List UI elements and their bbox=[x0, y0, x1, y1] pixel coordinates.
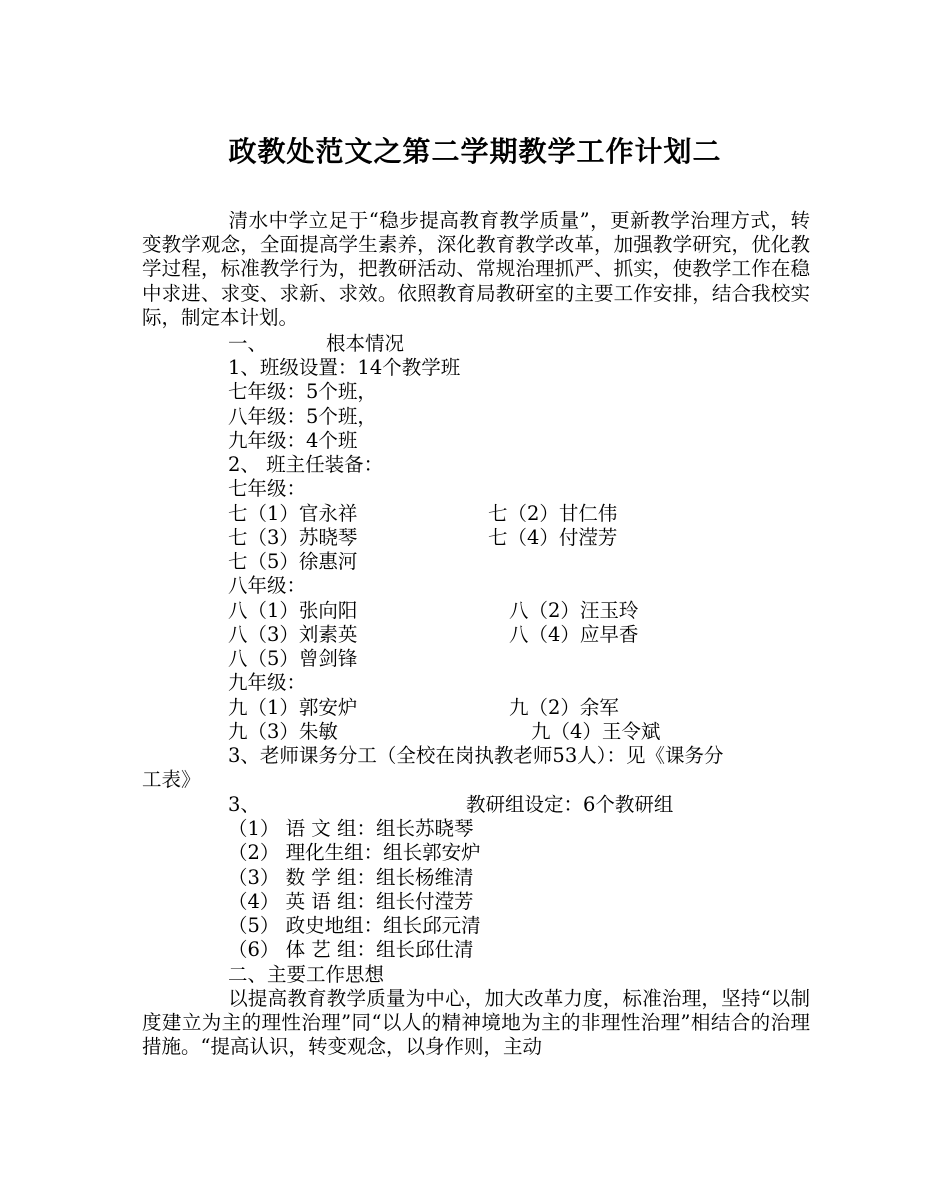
class-8-5: 八（5）曾剑锋 bbox=[228, 647, 358, 670]
document-title: 政教处范文之第二学期教学工作计划二 bbox=[228, 135, 722, 168]
research-group: （5） 政史地组：组长邱元清 bbox=[228, 914, 481, 937]
research-group: （6） 体 艺 组：组长邱仕清 bbox=[228, 938, 474, 961]
research-group: （2） 理化生组：组长郭安炉 bbox=[228, 841, 481, 864]
class-8-4: 八（4）应早香 bbox=[509, 623, 639, 646]
head-teachers-heading: 2、 班主任装备： bbox=[228, 453, 384, 476]
class-8-3: 八（3）刘素英 bbox=[228, 623, 358, 646]
class-setup-heading: 1、班级设置：14个教学班 bbox=[228, 356, 461, 379]
research-number: 3、 bbox=[228, 793, 260, 816]
class-9-2: 九（2）余军 bbox=[509, 696, 619, 719]
class-8-2: 八（2）汪玉玲 bbox=[509, 599, 639, 622]
section2-paragraph bbox=[142, 987, 810, 1060]
class-7-1: 七（1）官永祥 bbox=[228, 502, 358, 525]
intro-text: 清水中学立足于“稳步提高教育教学质量”，更新教学治理方式，转变教学观念，全面提高学生素养，深化教育教学改革，加强教学研究，优化教学过程，标准教学行为，把教研活动、常规治理抓严、抓实，使教学工作在稳中求进、求变、求新、求效。依照教育局教研室的主要工作安排，结合我校实际，制定本计划。 bbox=[142, 209, 810, 329]
class-7-4: 七（4）付滢芳 bbox=[488, 526, 618, 549]
research-group: （4） 英 语 组：组长付滢芳 bbox=[228, 890, 474, 913]
class-8-1: 八（1）张向阳 bbox=[228, 599, 358, 622]
intro-paragraph bbox=[142, 209, 810, 330]
section1-number: 一、 bbox=[228, 332, 268, 355]
class-7-3: 七（3）苏晓琴 bbox=[228, 526, 358, 549]
grade8-label: 八年级： bbox=[228, 574, 307, 597]
grade7-classes: 七年级：5个班， bbox=[228, 380, 377, 403]
grade9-label: 九年级： bbox=[228, 671, 307, 694]
research-group: （3） 数 学 组：组长杨维清 bbox=[228, 866, 474, 889]
class-9-1: 九（1）郭安炉 bbox=[228, 696, 358, 719]
duties-line-1: 3、老师课务分工（全校在岗执教老师53人）：见《课务分 bbox=[228, 744, 724, 767]
duties-line-2: 工表》 bbox=[142, 768, 201, 791]
grade9-classes: 九年级：4个班 bbox=[228, 429, 358, 452]
section2-text: 以提高教育教学质量为中心，加大改革力度，标准治理，坚持“以制度建立为主的理性治理”同“以人的精神境地为主的非理性治理”相结合的治理措施。“提高认识，转变观念，以身作则，主动 bbox=[142, 987, 810, 1059]
class-9-3: 九（3）朱敏 bbox=[228, 720, 338, 743]
grade7-label: 七年级： bbox=[228, 477, 307, 500]
section1-title: 根本情况 bbox=[326, 332, 405, 355]
class-9-4: 九（4）王令斌 bbox=[531, 720, 661, 743]
grade8-classes: 八年级：5个班， bbox=[228, 405, 377, 428]
class-7-2: 七（2）甘仁伟 bbox=[488, 502, 618, 525]
research-heading: 教研组设定：6个教研组 bbox=[466, 793, 674, 816]
class-7-5: 七（5）徐惠河 bbox=[228, 550, 358, 573]
research-group: （1） 语 文 组：组长苏晓琴 bbox=[228, 817, 474, 840]
section2-heading: 二、主要工作思想 bbox=[228, 963, 385, 986]
